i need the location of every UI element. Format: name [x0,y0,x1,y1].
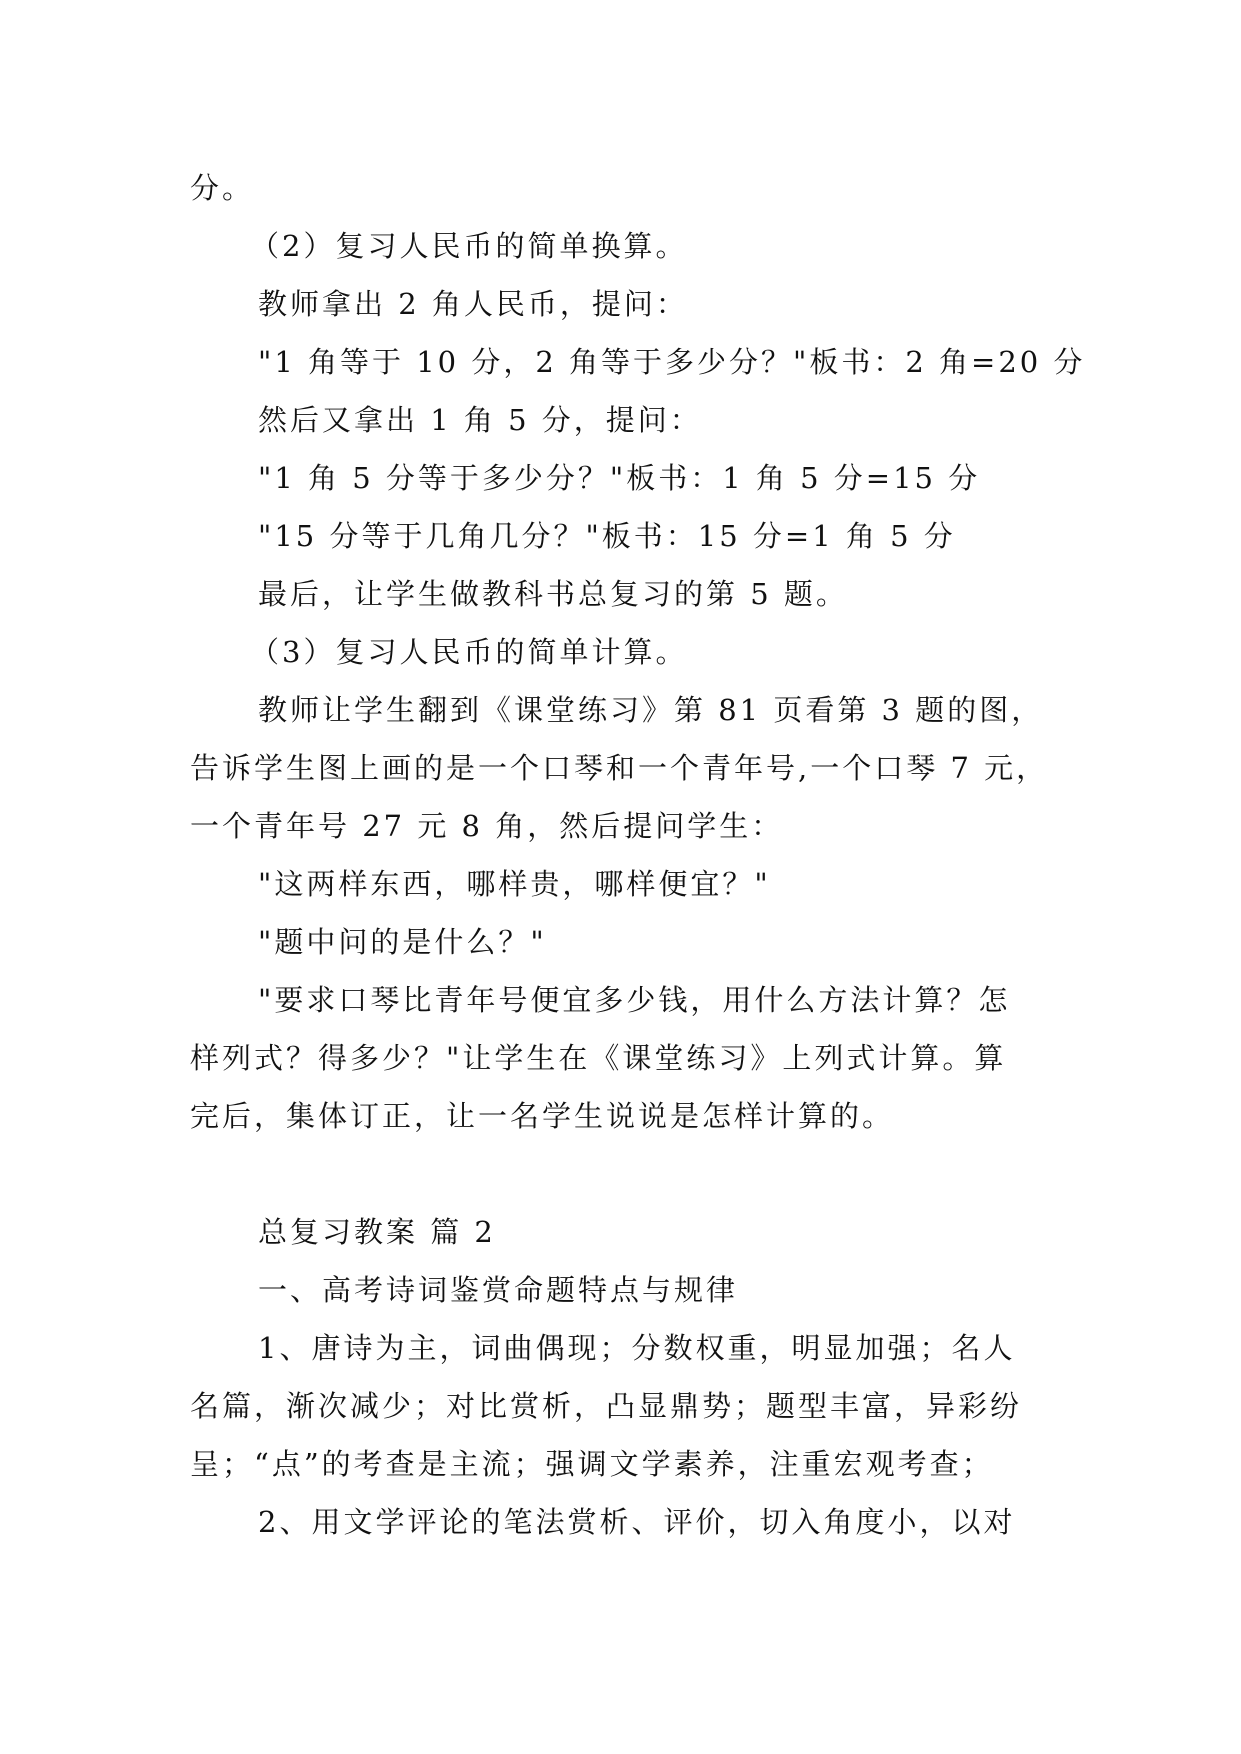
paragraph-line: 完后，集体订正，让一名学生说说是怎样计算的。 [190,1099,895,1133]
paragraph-line: 2、用文学评论的笔法赏析、评价，切入角度小，以对 [258,1505,1016,1539]
paragraph-line: 样列式？得多少？"让学生在《课堂练习》上列式计算。算 [190,1041,1007,1075]
paragraph-line: "1 角等于 10 分，2 角等于多少分？"板书：2 角=20 分 [258,345,1086,379]
paragraph-line: 一个青年号 27 元 8 角，然后提问学生： [190,809,784,843]
paragraph-line: "要求口琴比青年号便宜多少钱，用什么方法计算？怎 [258,983,1011,1017]
article-title: 总复习教案 篇 2 [258,1215,496,1249]
paragraph-line: 1、唐诗为主，词曲偶现；分数权重，明显加强；名人 [258,1331,1016,1365]
paragraph-line: 教师让学生翻到《课堂练习》第 81 页看第 3 题的图， [258,693,1044,727]
section-heading: （3）复习人民币的简单计算。 [250,635,688,669]
paragraph-line: "1 角 5 分等于多少分？"板书：1 角 5 分=15 分 [258,461,981,495]
paragraph-line: 名篇，渐次减少；对比赏析，凸显鼎势；题型丰富，异彩纷 [190,1389,1023,1423]
section-heading: 一、高考诗词鉴赏命题特点与规律 [258,1273,739,1307]
paragraph-line: 最后，让学生做教科书总复习的第 5 题。 [258,577,848,611]
paragraph-line: "题中问的是什么？" [258,925,547,959]
paragraph-line: "这两样东西，哪样贵，哪样便宜？" [258,867,771,901]
paragraph-line: 教师拿出 2 角人民币，提问： [258,287,688,321]
paragraph-line: 然后又拿出 1 角 5 分，提问： [258,403,702,437]
paragraph-line: 呈；“点”的考查是主流；强调文学素养，注重宏观考查； [190,1447,994,1481]
paragraph-line: "15 分等于几角几分？"板书：15 分=1 角 5 分 [258,519,956,553]
paragraph-line: 告诉学生图上画的是一个口琴和一个青年号,一个口琴 7 元， [190,751,1049,785]
section-heading: （2）复习人民币的简单换算。 [250,229,688,263]
paragraph-line: 分。 [190,171,255,205]
